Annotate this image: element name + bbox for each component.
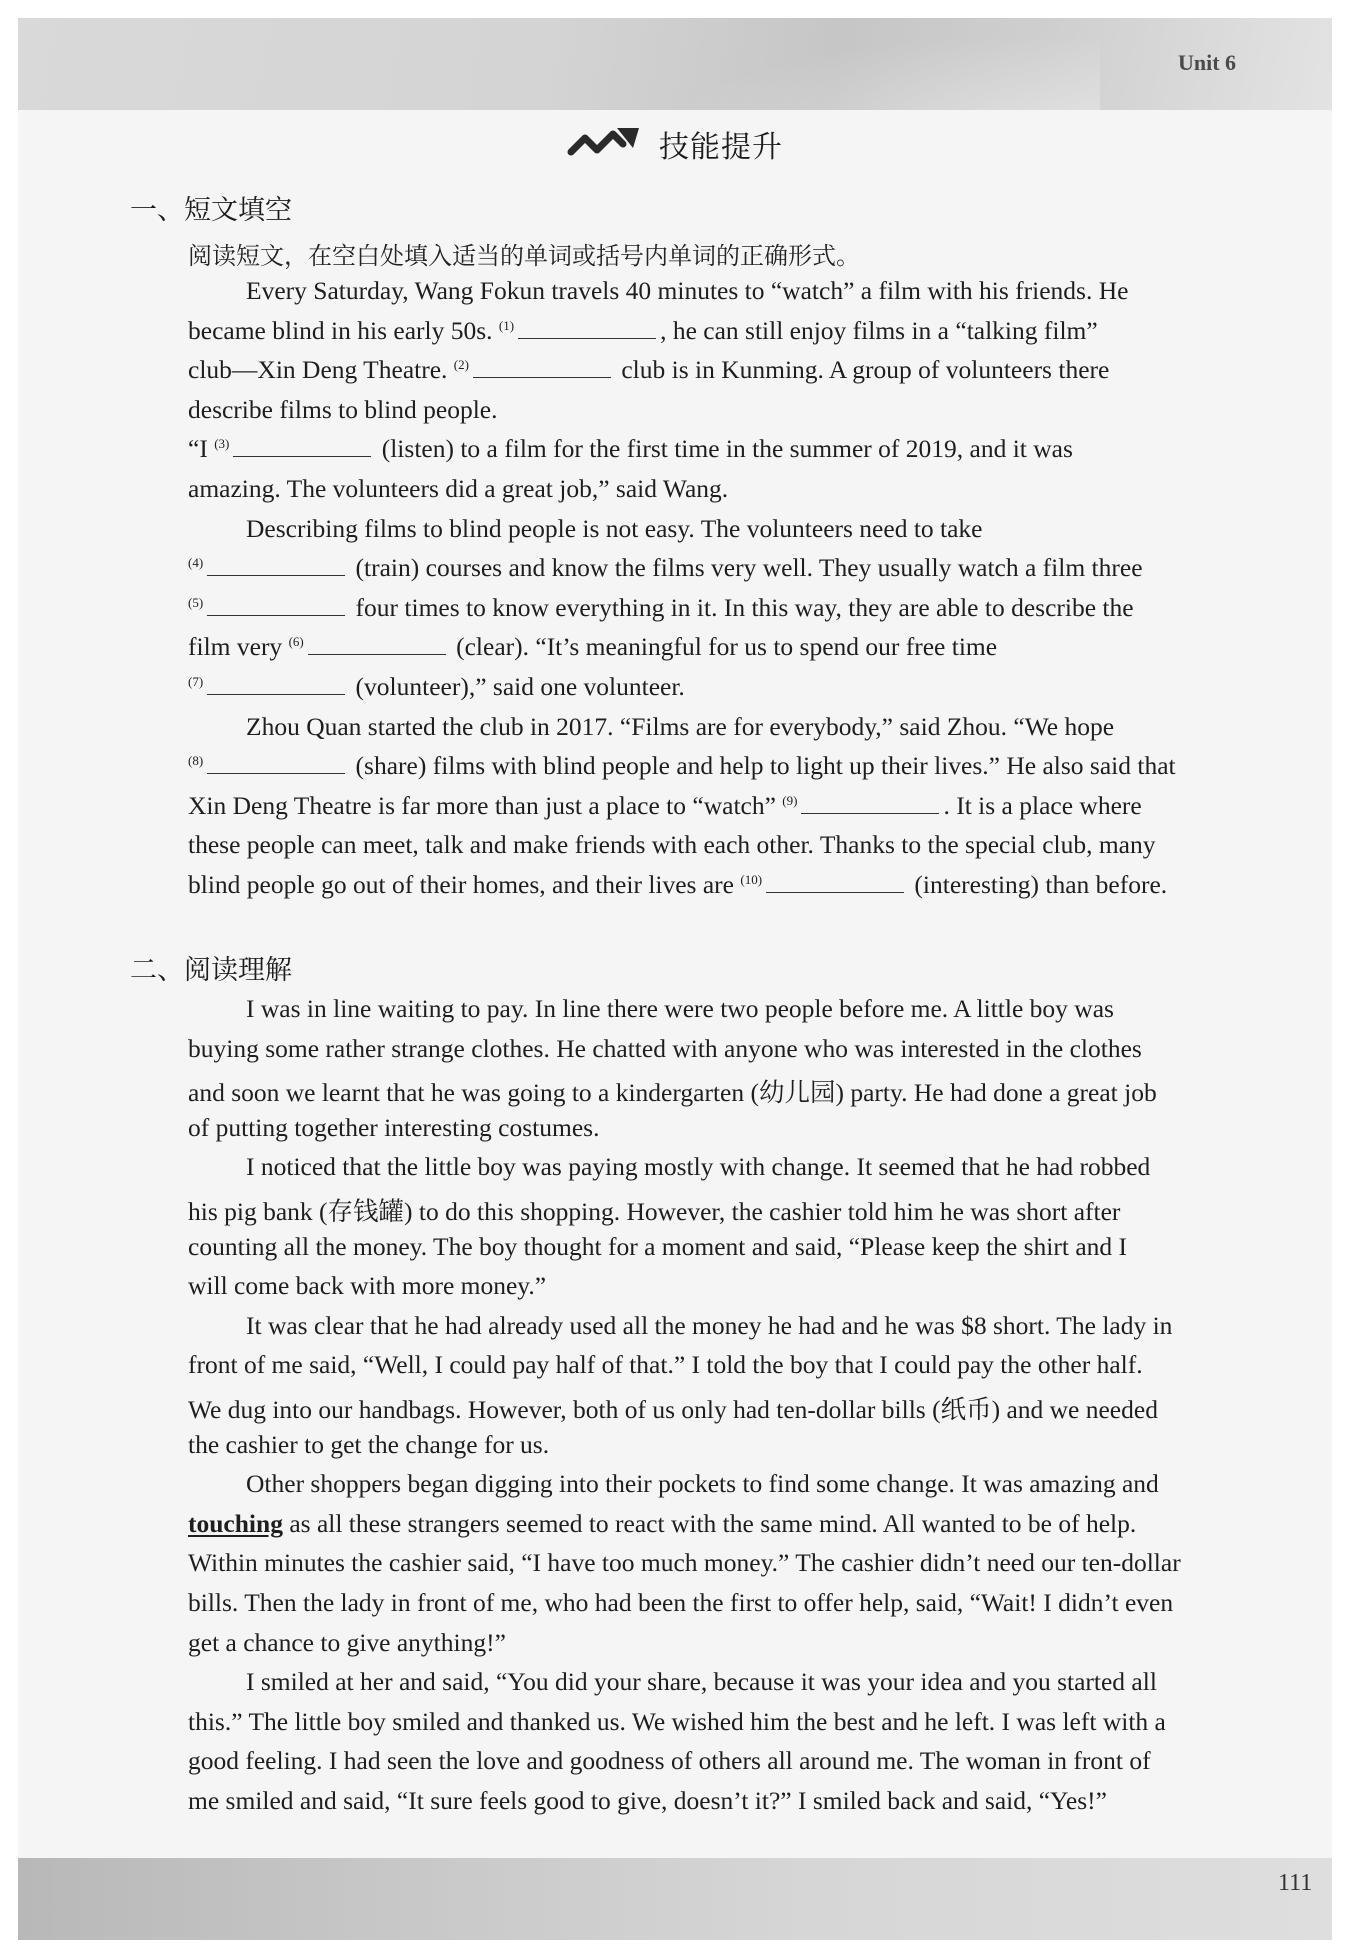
cloze-text: , he can still enjoy films in a “talking film” xyxy=(660,315,1098,345)
passage-line: I was in line waiting to pay. In line there were two people before me. A little boy was xyxy=(246,994,1114,1023)
blank-number: (2) xyxy=(453,357,469,373)
answer-blank[interactable] xyxy=(207,553,345,576)
cloze-line xyxy=(188,791,1142,821)
cloze-text: (interesting) than before. xyxy=(908,870,1168,899)
passage-line xyxy=(188,1509,1136,1539)
part1-title: 一、短文填空 xyxy=(130,195,292,226)
cloze-text: (clear). “It’s meaningful for us to spend our free time xyxy=(449,632,998,662)
zigzag-arrow-icon xyxy=(567,122,645,166)
emphasis-word: touching xyxy=(188,1508,283,1538)
blank-number: (10) xyxy=(740,872,763,887)
cloze-line xyxy=(188,632,997,662)
passage-line: I noticed that the little boy was paying mostly with change. It seemed that he had robbed xyxy=(246,1152,1151,1182)
cloze-text: Every Saturday, Wang Fokun travels 40 minutes to “watch” a film with his friends. He xyxy=(246,276,1129,305)
passage-text: as all these strangers seemed to react with the same mind. All wanted to be of help. xyxy=(282,1508,1137,1538)
cloze-line xyxy=(188,316,1098,346)
passage-line: his pig bank (存钱罐) to do this shopping. However, the cashier told him he was short after xyxy=(188,1197,1121,1226)
cloze-text: (train) courses and know the films very well. They usually watch a film three xyxy=(349,553,1143,583)
part1-instruction: 阅读短文，在空白处填入适当的单词或括号内单词的正确形式。 xyxy=(188,242,860,270)
cloze-text: club is in Kunming. A group of volunteers there xyxy=(614,355,1110,385)
passage-line: It was clear that he had already used all the money he had and he was $8 short. The lady in xyxy=(246,1310,1173,1340)
passage-line: I smiled at her and said, “You did your share, because it was your idea and you started all xyxy=(246,1667,1157,1697)
blank-number: (1) xyxy=(498,317,515,333)
answer-blank[interactable] xyxy=(207,751,345,774)
cloze-text: Zhou Quan started the club in 2017. “Films are for everybody,” said Zhou. “We hope xyxy=(246,711,1115,741)
passage-line: will come back with more money.” xyxy=(188,1271,547,1301)
blank-number: (7) xyxy=(188,674,204,689)
answer-blank[interactable] xyxy=(473,355,611,378)
blank-number: (3) xyxy=(214,436,230,452)
cloze-text: film very xyxy=(188,632,289,662)
passage-line: We dug into our handbags. However, both of us only had ten-dollar bills (纸币) and we needed xyxy=(188,1395,1158,1424)
passage-line: counting all the money. The boy thought for a moment and said, “Please keep the shirt and I xyxy=(188,1231,1128,1261)
cloze-text: four times to know everything in it. In this way, they are able to describe the xyxy=(349,592,1134,622)
cloze-text: (volunteer),” said one volunteer. xyxy=(349,672,685,701)
footer-band xyxy=(18,1858,1332,1940)
blank-number: (6) xyxy=(288,634,304,650)
blank-number: (9) xyxy=(782,792,798,808)
passage-line: Other shoppers began digging into their pockets to find some change. It was amazing and xyxy=(246,1469,1159,1499)
blank-number: (4) xyxy=(188,555,204,571)
passage-line: of putting together interesting costumes. xyxy=(188,1112,600,1142)
passage-line: bills. Then the lady in front of me, who had been the first to offer help, said, “Wait! I didn’t even xyxy=(188,1588,1174,1617)
answer-blank[interactable] xyxy=(207,593,345,616)
cloze-line xyxy=(188,474,728,504)
blank-number: (8) xyxy=(188,753,204,769)
answer-blank[interactable] xyxy=(207,672,345,695)
cloze-line xyxy=(188,355,1109,385)
unit-label: Unit 6 xyxy=(1178,50,1237,75)
passage-line: get a chance to give anything!” xyxy=(188,1627,506,1657)
cloze-text: these people can meet, talk and make friends with each other. Thanks to the special club, many xyxy=(188,830,1156,860)
cloze-line xyxy=(188,593,1134,623)
cloze-line xyxy=(246,712,1114,742)
cloze-text: became blind in his early 50s. xyxy=(188,315,499,345)
cloze-line xyxy=(188,553,1143,583)
cloze-text: Describing films to blind people is not easy. The volunteers need to take xyxy=(246,513,983,543)
header-band-highlight xyxy=(600,18,1100,110)
passage-line: front of me said, “Well, I could pay half of that.” I told the boy that I could pay the other half. xyxy=(188,1350,1143,1380)
answer-blank[interactable] xyxy=(766,870,904,893)
cloze-text: (listen) to a film for the first time in the summer of 2019, and it was xyxy=(375,434,1073,464)
answer-blank[interactable] xyxy=(518,316,656,339)
cloze-line xyxy=(188,672,685,702)
cloze-text: . It is a place where xyxy=(943,790,1142,820)
cloze-text: amazing. The volunteers did a great job,” said Wang. xyxy=(188,474,729,503)
cloze-line xyxy=(246,514,983,544)
cloze-line xyxy=(188,434,1073,464)
passage-line: me smiled and said, “It sure feels good to give, doesn’t it?” I smiled back and said, “Yes!” xyxy=(188,1786,1107,1815)
cloze-line xyxy=(246,276,1128,306)
cloze-text: “I xyxy=(188,434,215,464)
page-number: 111 xyxy=(1278,1870,1313,1896)
answer-blank[interactable] xyxy=(801,791,939,814)
section-title: 技能提升 xyxy=(659,130,783,165)
cloze-line xyxy=(188,870,1167,900)
section-heading xyxy=(0,122,1350,166)
cloze-line xyxy=(188,751,1176,781)
blank-number: (5) xyxy=(188,594,204,610)
cloze-text: describe films to blind people. xyxy=(188,394,498,424)
passage-line: and soon we learnt that he was going to a kindergarten (幼儿园) party. He had done a great job xyxy=(188,1078,1157,1108)
passage-line: buying some rather strange clothes. He chatted with anyone who was interested in the clothes xyxy=(188,1033,1142,1063)
cloze-text: blind people go out of their homes, and their lives are xyxy=(188,870,741,899)
cloze-text: Xin Deng Theatre is far more than just a place to “watch” xyxy=(188,790,783,820)
answer-blank[interactable] xyxy=(233,434,371,457)
passage-line: this.” The little boy smiled and thanked us. We wished him the best and he left. I was left with a xyxy=(188,1706,1166,1736)
passage-line: the cashier to get the change for us. xyxy=(188,1429,550,1459)
cloze-text: club—Xin Deng Theatre. xyxy=(188,355,454,385)
answer-blank[interactable] xyxy=(308,632,446,655)
cloze-line xyxy=(188,395,497,425)
cloze-line xyxy=(188,830,1156,860)
passage-line: good feeling. I had seen the love and goodness of others all around me. The woman in front of xyxy=(188,1746,1151,1776)
part2-title: 二、阅读理解 xyxy=(130,955,292,986)
cloze-text: (share) films with blind people and help to light up their lives.” He also said that xyxy=(349,751,1176,781)
passage-line: Within minutes the cashier said, “I have too much money.” The cashier didn’t need our ten-dollar xyxy=(188,1548,1181,1578)
